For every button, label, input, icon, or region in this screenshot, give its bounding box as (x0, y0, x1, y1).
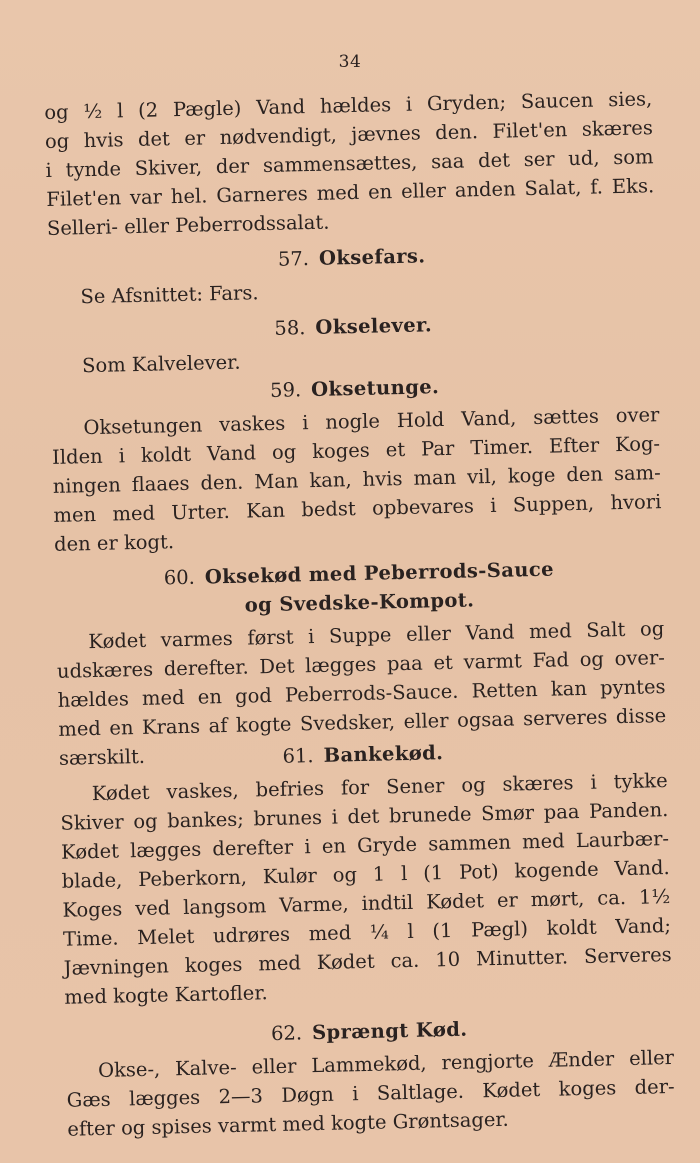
text-line: blade, Peberkorn, Kulør og 1 l (1 Pot) kogende Vand. (61, 856, 670, 893)
recipe-title: Oksekød med Peberrods-Sauce (204, 557, 555, 589)
recipe-61 (59, 733, 673, 1012)
recipe-title: Oksefars. (318, 244, 426, 270)
text-line: og ½ l (2 Pægle) Vand hældes i Gryden; Saucen sies, (44, 87, 653, 124)
recipe-62 (65, 1010, 676, 1144)
recipe-title: Oksetunge. (310, 375, 440, 402)
recipe-59 (50, 367, 662, 559)
text-line: Time. Melet udrøres med ¼ l (1 Pægl) koldt Vand; (62, 913, 672, 951)
recipe-number: 62. (270, 1021, 303, 1046)
text-line: Gæs lægges 2—3 Døgn i Saltlage. Kødet koges der- (66, 1074, 675, 1112)
text-line: Se Afsnittet: Fars. (80, 281, 259, 309)
recipe-number: 60. (163, 565, 196, 590)
text-line: Kødet lægges derefter i en Gryde sammen med Laurbær- (60, 827, 670, 864)
text-line: Jævningen koges med Kødet ca. 10 Minutter. Serveres (63, 942, 672, 980)
recipe-57 (47, 236, 656, 312)
text-line: og hvis det er nødvendigt, jævnes den. Filet'en skæres (44, 116, 654, 153)
text-line: udskæres derefter. Det lægges paa et varmt Fad og over- (56, 646, 666, 683)
text-line: ningen flaaes den. Man kan, hvis man vil, koge den sam- (52, 461, 661, 498)
recipe-title: Okselever. (315, 313, 433, 339)
page-number: 34 (338, 52, 362, 72)
text-line: med en Krans af kogte Svedsker, eller ogsaa serveres disse (58, 704, 667, 741)
recipe-title: Sprængt Kød. (311, 1017, 468, 1045)
text-line: Kødet varmes først i Suppe eller Vand med Salt og (88, 617, 665, 654)
text-line: efter og spises varmt med kogte Grøntsager. (67, 1107, 509, 1141)
text-line: Kødet vaskes, befries for Sener og skæres i tykke (91, 769, 668, 806)
recipe-number: 61. (282, 744, 314, 768)
text-line: Koges ved langsom Varme, indtil Kødet er mørt, ca. 1½ (62, 884, 671, 922)
recipe-number: 57. (277, 247, 310, 271)
text-line: Som Kalvelever. (81, 350, 241, 378)
text-line: i tynde Skiver, der sammensættes, saa det ser ud, som (45, 145, 654, 182)
text-line: Oksetungen vaskes i nogle Hold Vand, sættes over (83, 403, 660, 440)
text-line: Selleri- eller Peberrodssalat. (46, 210, 330, 240)
text-line: men med Urter. Kan bedst opbevares i Suppen, hvori (53, 490, 662, 527)
text-line: hældes med en god Peberrods-Sauce. Retten kan pyntes (57, 675, 666, 712)
recipe-title: Bankekød. (323, 741, 444, 767)
recipe-number: 59. (269, 378, 302, 402)
text-line: særskilt. (58, 744, 146, 770)
text-line: Skiver og bankes; brunes i det brunede Smør paa Panden. (60, 798, 669, 835)
intro-paragraph (44, 84, 655, 243)
text-line: den er kogt. (53, 530, 175, 556)
text-line: med kogte Kartofler. (64, 981, 268, 1009)
text-line: Filet'en var hel. Garneres med en eller anden Salat, f. Eks. (46, 174, 655, 211)
text-line: Ilden i koldt Vand og koges et Par Timer. Efter Kog- (51, 432, 661, 469)
recipe-number: 58. (274, 316, 306, 340)
recipe-title-line2: og Svedske-Kompot. (244, 588, 475, 617)
text-line: Okse-, Kalve- eller Lammekød, rengjorte Ænder eller (97, 1045, 675, 1083)
page-content (44, 84, 676, 1144)
